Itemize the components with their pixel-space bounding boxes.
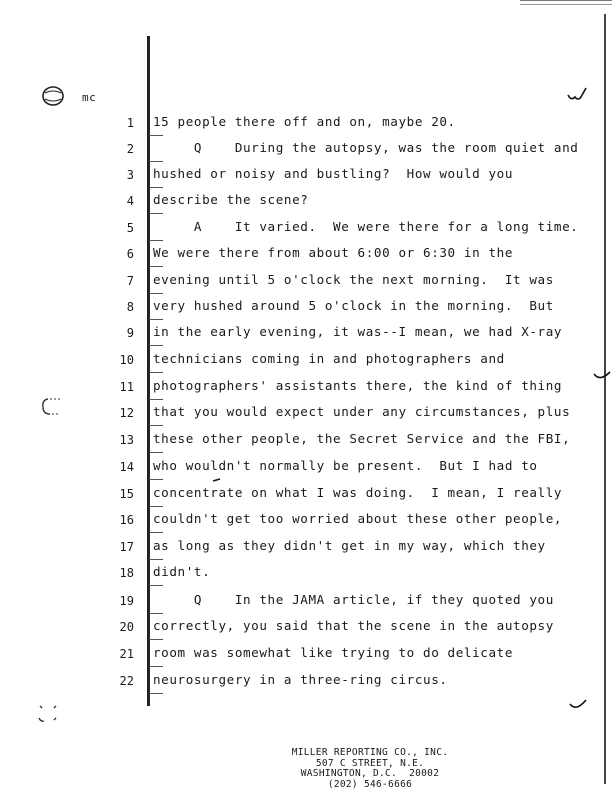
binder-hole-icon: [40, 84, 66, 108]
line-number: 11: [119, 380, 134, 394]
line-rule: [149, 213, 163, 214]
line-number: 18: [119, 566, 134, 580]
line-number: 9: [126, 326, 134, 340]
company-street: 507 C STREET, N.E.: [315, 757, 425, 769]
line-number: 13: [119, 433, 134, 447]
transcript-line: [0, 320, 612, 346]
transcript-line: [0, 641, 612, 667]
line-rule: [149, 585, 163, 586]
transcript-line: [0, 507, 612, 533]
line-text: 15 people there off and on, maybe 20.: [153, 114, 456, 129]
line-text: who wouldn't normally be present. But I had to: [153, 458, 538, 473]
line-number: 14: [119, 460, 134, 474]
company-name: MILLER REPORTING CO., INC.: [291, 747, 449, 758]
line-rule: [149, 372, 163, 373]
line-number: 15: [119, 487, 134, 501]
line-rule: [149, 639, 163, 640]
line-number: 6: [126, 247, 134, 261]
reporter-footer: [270, 748, 470, 790]
transcript-line: [0, 110, 612, 136]
curve-mark-icon: [568, 696, 588, 714]
line-text: didn't.: [153, 564, 211, 579]
line-number: 12: [119, 406, 134, 420]
transcript-line: [0, 268, 612, 294]
transcript-line: [0, 400, 612, 426]
line-rule: [149, 425, 163, 426]
transcript-line: [0, 162, 612, 188]
line-text: hushed or noisy and bustling? How would you: [153, 166, 514, 181]
line-rule: [149, 666, 163, 667]
transcript-line: [0, 534, 612, 560]
line-text: very hushed around 5 o'clock in the morning. But: [153, 298, 554, 313]
line-text: these other people, the Secret Service and the FBI,: [153, 431, 571, 446]
transcript-line: [0, 427, 612, 453]
transcript-line: [0, 241, 612, 267]
transcript-line: [0, 560, 612, 586]
line-text: evening until 5 o'clock the next morning. It was: [153, 272, 554, 287]
line-text: technicians coming in and photographers and: [153, 351, 505, 366]
transcript-line: [0, 588, 612, 614]
line-rule: [149, 345, 163, 346]
line-text: couldn't get too worried about these other people,: [153, 511, 563, 526]
line-text: describe the scene?: [153, 192, 309, 207]
transcript-line: [0, 481, 612, 507]
binder-hole-icon: [36, 702, 60, 726]
line-number: 2: [126, 142, 134, 156]
transcript-line: [0, 668, 612, 694]
line-rule: [149, 266, 163, 267]
company-city: WASHINGTON, D.C. 20002: [300, 768, 440, 779]
reporter-initials: mc: [82, 91, 97, 104]
line-rule: [149, 693, 163, 694]
line-rule: [149, 532, 163, 533]
transcript-line: [0, 188, 612, 214]
line-number: 16: [119, 513, 134, 527]
line-number: 10: [119, 353, 134, 367]
line-text: that you would expect under any circumstances, plus: [153, 404, 571, 419]
line-text: correctly, you said that the scene in the autopsy: [153, 618, 554, 633]
line-text: A It varied. We were there for a long time.: [153, 219, 579, 234]
company-phone: (202) 546-6666: [327, 778, 413, 790]
line-rule: [149, 452, 163, 453]
line-text: in the early evening, it was--I mean, we had X-ray: [153, 324, 563, 339]
transcript-line: [0, 614, 612, 640]
line-number: 4: [126, 194, 134, 208]
line-number: 8: [126, 300, 134, 314]
line-text: as long as they didn't get in my way, which they: [153, 538, 546, 553]
transcript-line: [0, 454, 612, 480]
line-text: concentrate on what I was doing. I mean, I really: [153, 485, 563, 500]
line-number: 3: [126, 168, 134, 182]
line-text: We were there from about 6:00 or 6:30 in the: [153, 245, 514, 260]
line-text: room was somewhat like trying to do delicate: [153, 645, 514, 660]
line-number: 19: [119, 594, 134, 608]
line-number: 20: [119, 620, 134, 634]
line-number: 7: [126, 274, 134, 288]
line-number: 5: [126, 221, 134, 235]
transcript-line: [0, 215, 612, 241]
line-text: Q During the autopsy, was the room quiet and: [153, 140, 579, 155]
transcript-line: [0, 374, 612, 400]
transcript-line: [0, 136, 612, 162]
top-edge-rule: [520, 0, 612, 5]
line-number: 1: [126, 116, 134, 130]
line-number: 22: [119, 674, 134, 688]
line-text: Q In the JAMA article, if they quoted you: [153, 592, 554, 607]
transcript-line: [0, 294, 612, 320]
transcript-line: [0, 347, 612, 373]
line-rule: [149, 479, 163, 480]
line-text: photographers' assistants there, the kind of thing: [153, 378, 563, 393]
line-text: neurosurgery in a three-ring circus.: [153, 672, 448, 687]
line-number: 21: [119, 647, 134, 661]
check-mark-icon: [566, 86, 588, 104]
line-number: 17: [119, 540, 134, 554]
